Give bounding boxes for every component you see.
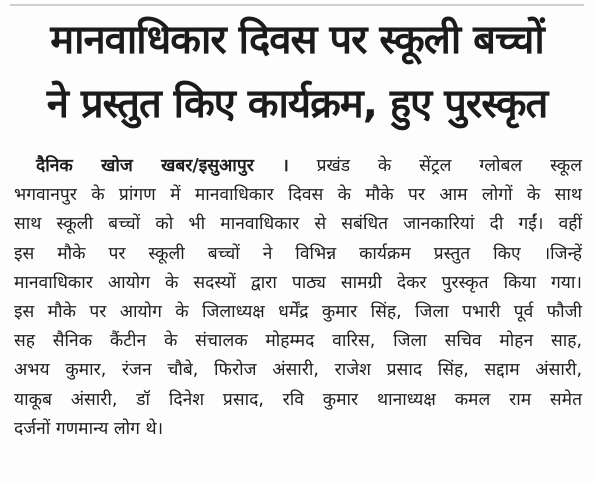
article-line-9: याकूब अंसारी, डॉ दिनेश प्रसाद, रवि कुमार थानाध्यक्ष कमल राम समेत (14, 389, 582, 410)
article-line-10: दर्जनों गणमान्य लोग थे। (14, 418, 164, 439)
article-line-7: सह सैनिक कैंटीन के संचालक मोहम्मद वारिस, जिला सचिव मोहन साह, (14, 331, 582, 352)
headline-line-2: ने प्रस्तुत किए कार्यक्रम, हुए पुरस्कृत (46, 81, 548, 127)
article-line-1 (14, 152, 582, 181)
top-divider (10, 4, 584, 6)
headline-line-1: मानवाधिकार दिवस पर स्कूली बच्चों (50, 17, 544, 63)
byline: दैनिक खोज खबर/इसुआपुर । (36, 156, 289, 176)
article-line-3: साथ स्कूली बच्चों को भी मानवाधिकार से सबंधित जानकारियां दी गईं। वहीं (14, 214, 582, 235)
article-text: प्रखंड के सेंट्रल ग्लोबल स्कूल (316, 156, 582, 176)
article-line-5: मानवाधिकार आयोग के सदस्यों द्वारा पाठ्य सामग्री देकर पुरस्कृत किया गया। (14, 272, 582, 293)
article-line-4: इस मौके पर स्कूली बच्चों ने विभिन्न कार्यक्रम प्रस्तुत किए ।जिन्हें (14, 243, 582, 264)
article-body (14, 152, 582, 444)
article-line-6: इस मौके पर आयोग के जिलाध्यक्ष धर्मेंद्र कुमार सिंह, जिला पभारी पूर्व फौजी (14, 302, 582, 323)
article-line-8: अभय कुमार, रंजन चौबे, फिरोज अंसारी, राजेश प्रसाद सिंह, सद्दाम अंसारी, (14, 360, 582, 381)
article-line-2: भगवानपुर के प्रांगण में मानवाधिकार दिवस के मौके पर आम लोगों के साथ (14, 185, 582, 206)
